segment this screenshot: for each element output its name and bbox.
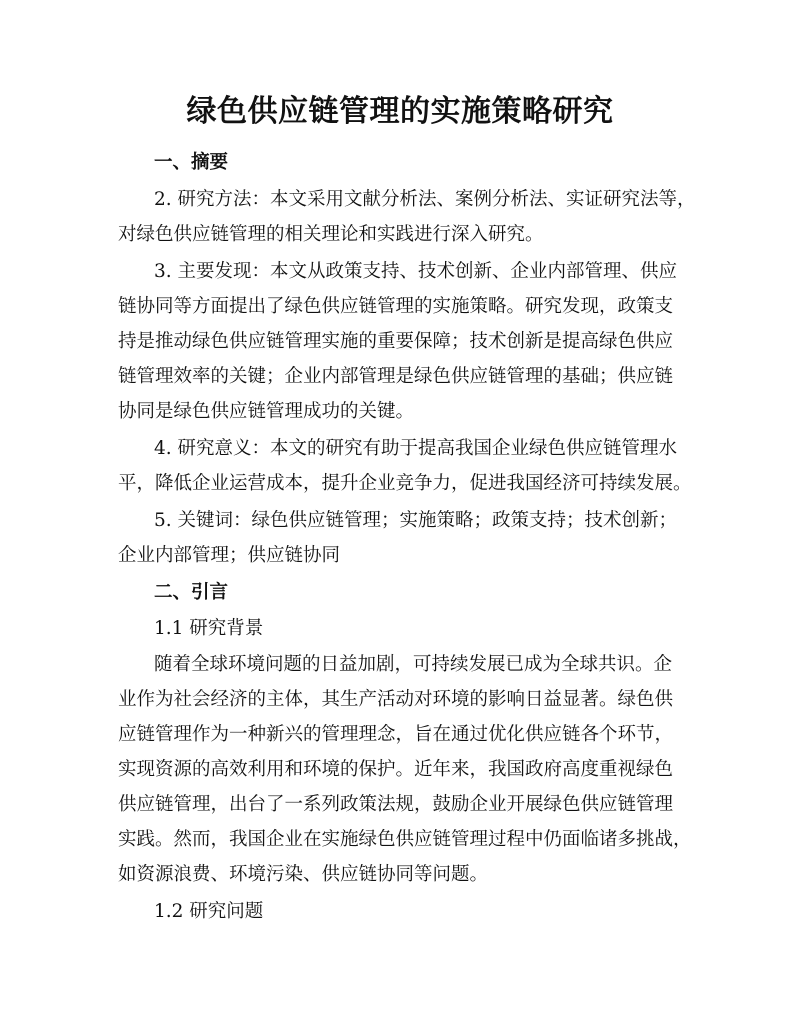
paragraph-line: 3. 主要发现：本文从政策支持、技术创新、企业内部管理、供应 bbox=[154, 261, 678, 282]
paragraph-line: 协同是绿色供应链管理成功的关键。 bbox=[118, 401, 415, 422]
paragraph-line: 业作为社会经济的主体，其生产活动对环境的影响日益显著。绿色供 bbox=[118, 689, 674, 710]
paragraph-line: 5. 关键词：绿色供应链管理；实施策略；政策支持；技术创新； bbox=[154, 510, 678, 531]
paragraph-line: 如资源浪费、环境污染、供应链协同等问题。 bbox=[118, 864, 489, 885]
paragraph-line: 2. 研究方法：本文采用文献分析法、案例分析法、实证研究法等， bbox=[154, 189, 696, 210]
paragraph-line: 实践。然而，我国企业在实施绿色供应链管理过程中仍面临诸多挑战， bbox=[118, 829, 692, 850]
paragraph-line: 4. 研究意义：本文的研究有助于提高我国企业绿色供应链管理水 bbox=[154, 438, 678, 459]
paragraph-line: 企业内部管理；供应链协同 bbox=[118, 545, 341, 566]
paragraph-line: 平，降低企业运营成本，提升企业竞争力，促进我国经济可持续发展。 bbox=[118, 473, 692, 494]
document-title: 绿色供应链管理的实施策略研究 bbox=[186, 94, 614, 129]
paragraph-line: 对绿色供应链管理的相关理论和实践进行深入研究。 bbox=[118, 224, 544, 245]
paragraph-line: 实现资源的高效利用和环境的保护。近年来，我国政府高度重视绿色 bbox=[118, 759, 674, 780]
subsection-heading: 1.2 研究问题 bbox=[154, 901, 264, 922]
paragraph-line: 持是推动绿色供应链管理实施的重要保障；技术创新是提高绿色供应 bbox=[118, 331, 674, 352]
paragraph-line: 随着全球环境问题的日益加剧，可持续发展已成为全球共识。企 bbox=[154, 654, 673, 675]
section-heading-abstract: 一、摘要 bbox=[154, 152, 229, 173]
paragraph-line: 链管理效率的关键；企业内部管理是绿色供应链管理的基础；供应链 bbox=[118, 366, 674, 387]
section-heading-introduction: 二、引言 bbox=[154, 582, 229, 603]
paragraph-line: 供应链管理，出台了一系列政策法规，鼓励企业开展绿色供应链管理 bbox=[118, 794, 674, 815]
paragraph-line: 应链管理作为一种新兴的管理理念，旨在通过优化供应链各个环节， bbox=[118, 724, 674, 745]
subsection-heading: 1.1 研究背景 bbox=[154, 618, 264, 639]
paragraph-line: 链协同等方面提出了绿色供应链管理的实施策略。研究发现，政策支 bbox=[118, 296, 674, 317]
